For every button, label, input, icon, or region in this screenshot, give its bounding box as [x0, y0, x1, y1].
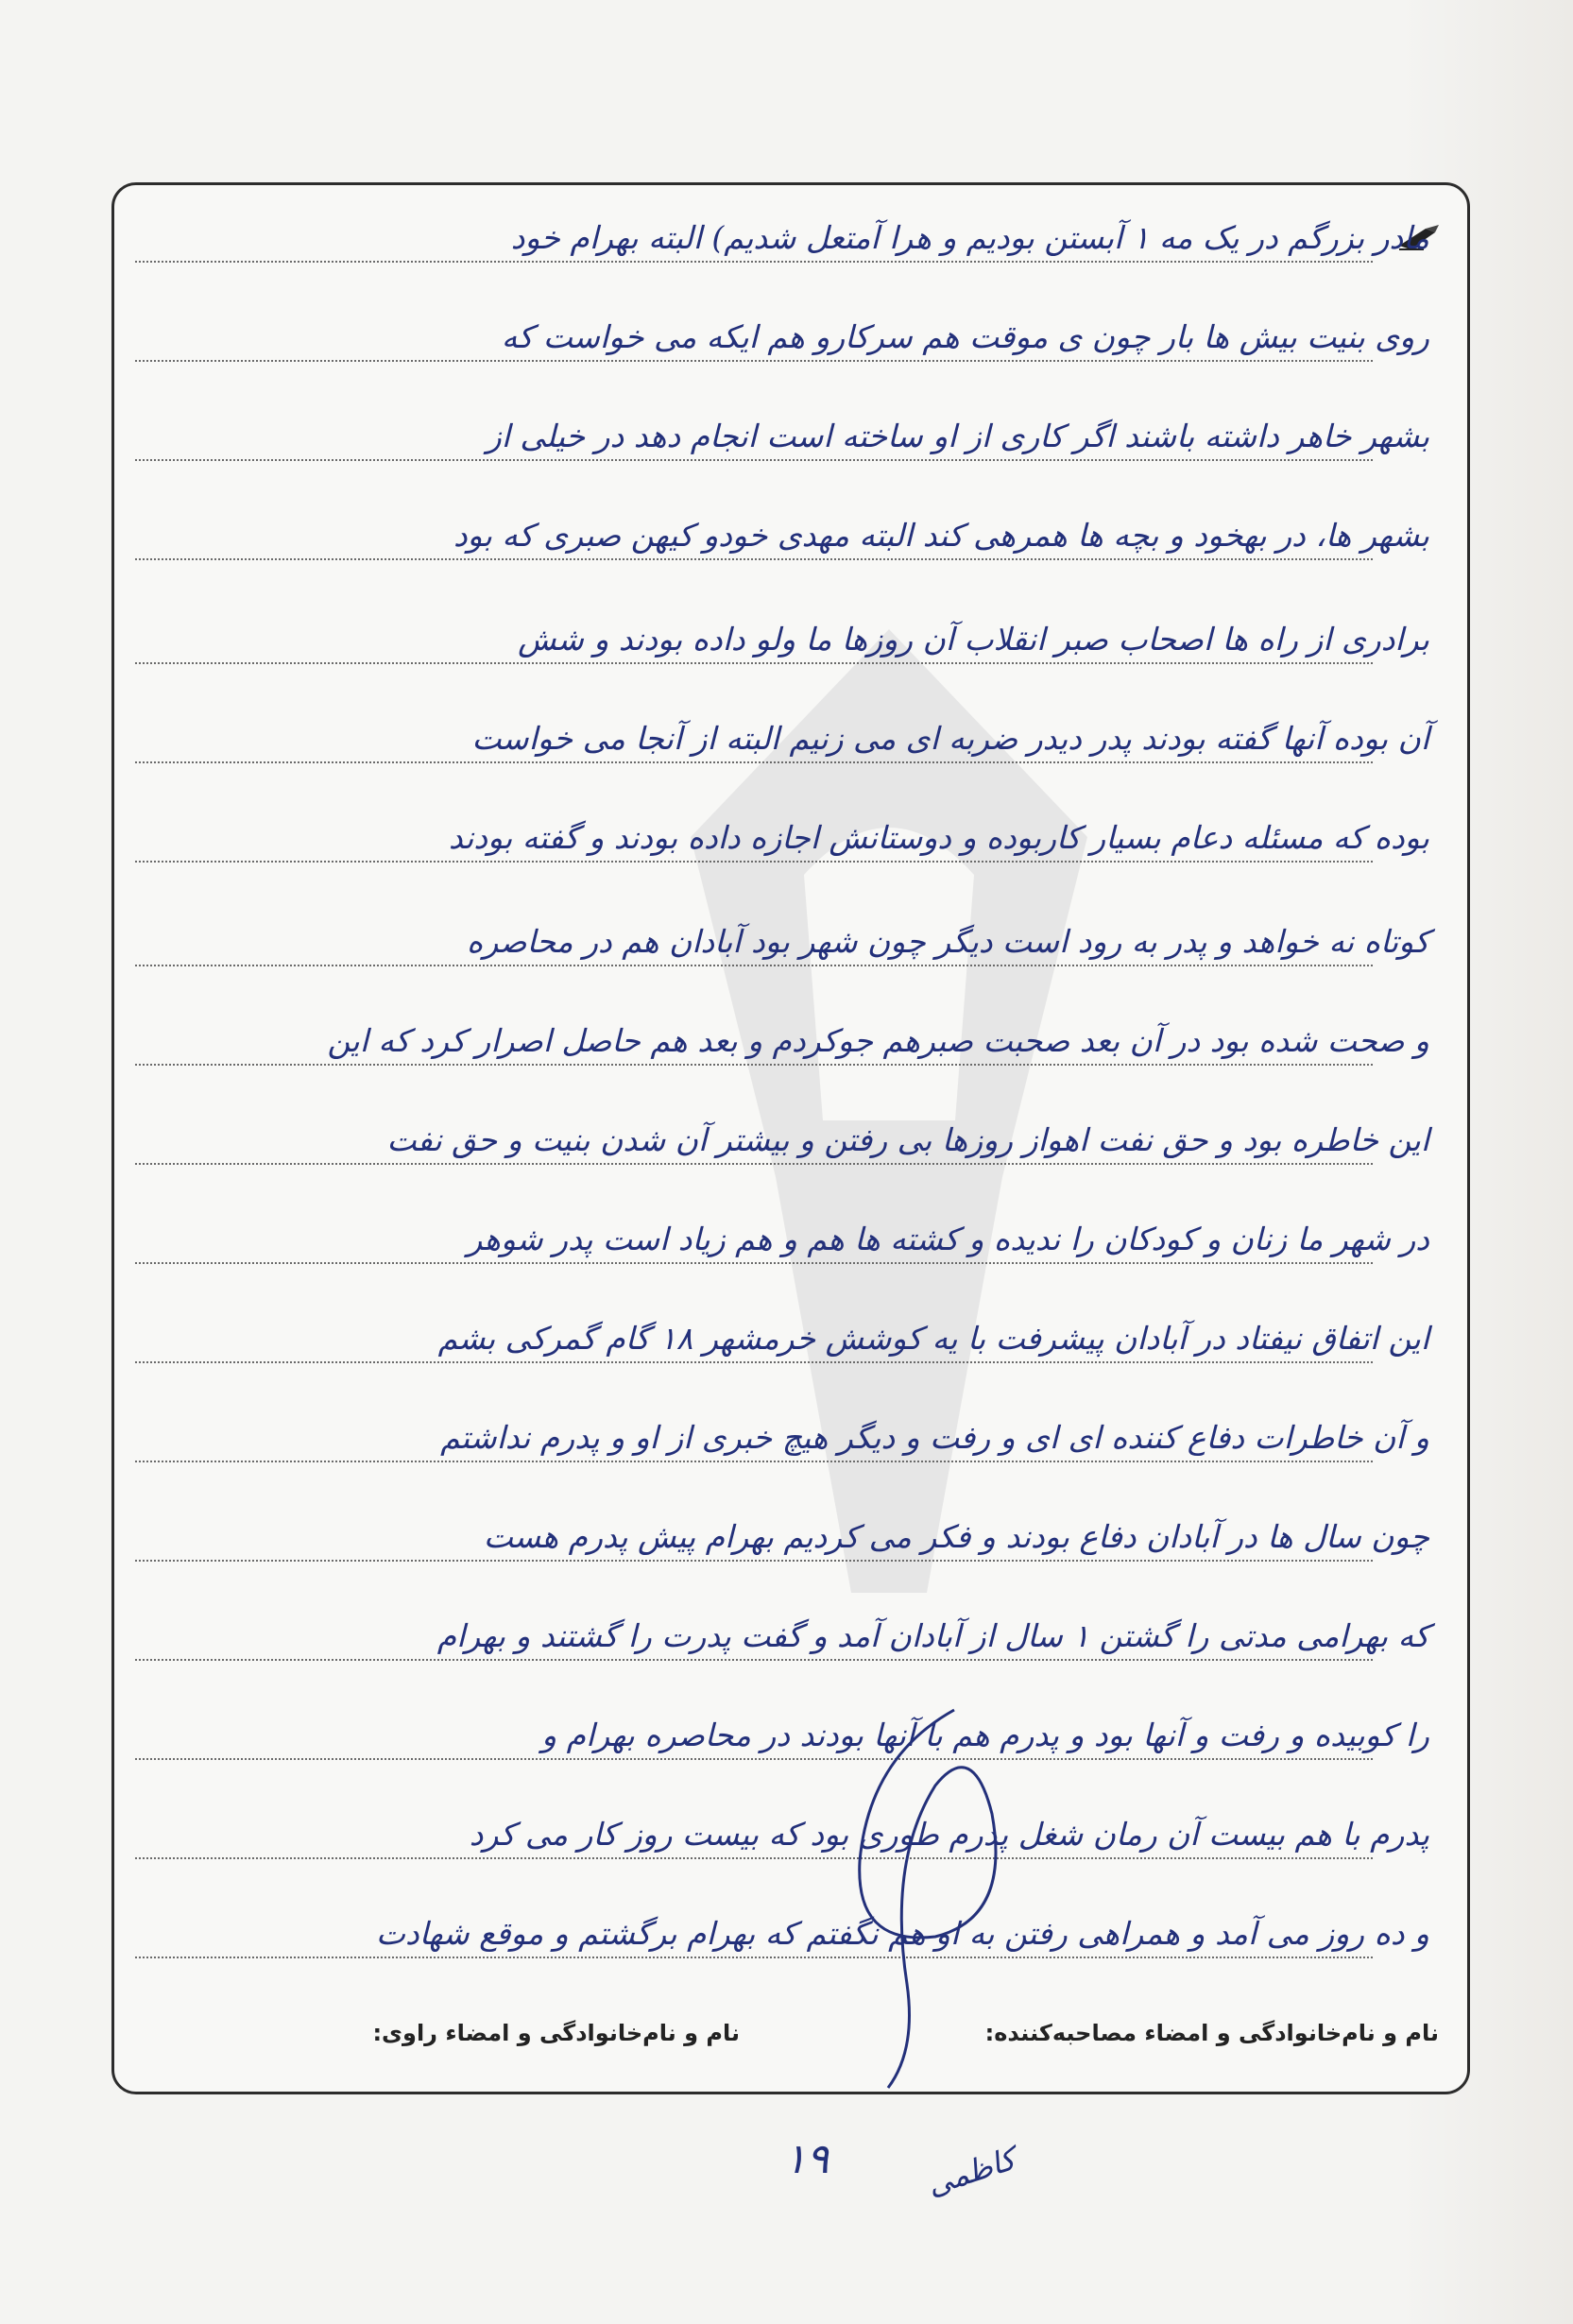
ruled-line	[135, 1758, 1373, 1760]
interviewer-signature-label: نام و نام‌خانوادگی و امضاء مصاحبه‌کننده:	[984, 2020, 1439, 2046]
narrator-signature-label: نام و نام‌خانوادگی و امضاء راوی:	[372, 2020, 740, 2046]
ruled-line	[135, 1262, 1373, 1264]
signature-scribble	[831, 1700, 1049, 2097]
handwritten-line: این خاطره بود و حق نفت اهواز روزها بی رفتن و بیشتر آن شدن بنیت و حق نفت	[386, 1121, 1429, 1158]
ruled-line	[135, 861, 1373, 863]
ruled-line	[135, 459, 1373, 461]
ruled-line	[135, 1957, 1373, 1958]
interview-page-frame	[111, 182, 1470, 2094]
handwritten-line: مادر بزرگم در یک مه ۱ آبستن بودیم و هرا آمتعل شدیم) البته بهرام خود	[510, 219, 1429, 256]
handwritten-line: چون سال ها در آبادان دفاع بودند و فکر می کردیم بهرام پیش پدرم هست	[483, 1518, 1429, 1555]
handwritten-line: روی بنیت بیش ها بار چون ی موقت هم سرکارو هم ایکه می خواست که	[501, 318, 1429, 355]
ruled-line	[135, 1560, 1373, 1562]
page-number: ۱۹	[784, 2135, 829, 2183]
ruled-line	[135, 558, 1373, 560]
signature-name: کاظمی	[922, 2141, 1020, 2203]
handwritten-line: که بهرامی مدتی را گشتن ۱ سال از آبادان آمد و گفت پدرت را گشتند و بهرام	[436, 1617, 1429, 1654]
handwritten-line: و آن خاطرات دفاع کننده ای ای و رفت و دیگر هیچ خبری از او و پدرم نداشتم	[440, 1419, 1429, 1456]
ruled-line	[135, 360, 1373, 362]
handwritten-line: و صحت شده بود در آن بعد صحبت صبرهم جوکردم و بعد هم حاصل اصرار کرد که این	[327, 1022, 1429, 1059]
ruled-line	[135, 662, 1373, 664]
ruled-line	[135, 1361, 1373, 1363]
handwritten-line: پدرم با هم بیست آن رمان شغل پدرم طوری بود که بیست روز کار می کرد	[469, 1816, 1429, 1853]
handwritten-line: و ده روز می آمد و همراهی رفتن به او هم نگفتم که بهرام برگشتم و موقع شهادت	[375, 1915, 1429, 1952]
handwritten-line: کوتاه نه خواهد و پدر به رود است دیگر چون شهر بود آبادان هم در محاصره	[467, 923, 1429, 960]
ruled-line	[135, 1163, 1373, 1165]
ruled-line	[135, 761, 1373, 763]
handwritten-line: این اتفاق نیفتاد در آبادان پیشرفت با یه کوشش خرمشهر ۱۸ گام گمرکی بشم	[437, 1320, 1429, 1357]
ruled-line	[135, 1461, 1373, 1462]
ruled-line	[135, 1659, 1373, 1661]
handwritten-line: بشهر ها، در بهخود و بچه ها همرهی کند البته مهدی خودو کیهن صبری که بود	[453, 517, 1429, 554]
handwritten-line: بوده که مسئله دعام بسیار کاربوده و دوستانش اجازه داده بودند و گفته بودند	[448, 819, 1429, 856]
ruled-line	[135, 1857, 1373, 1859]
ruled-line	[135, 965, 1373, 966]
handwritten-line: را کوبیده و رفت و آنها بود و پدرم هم با آنها بودند در محاصره بهرام و	[541, 1717, 1429, 1753]
handwritten-line: در شهر ما زنان و کودکان را ندیده و کشته ها هم و هم زیاد است پدر شوهر	[467, 1221, 1429, 1257]
handwritten-line: بشهر خاهر داشته باشند اگر کاری از او ساخته است انجام دهد در خیلی از	[486, 418, 1429, 454]
handwritten-line: آن بوده آنها گفته بودند پدر دیدر ضربه ای می زنیم البته از آنجا می خواست	[471, 720, 1429, 757]
ruled-line	[135, 1064, 1373, 1066]
ruled-line	[135, 261, 1373, 263]
handwritten-line: برادری از راه ها اصحاب صبر انقلاب آن روزها ما ولو داده بودند و شش	[518, 621, 1429, 658]
